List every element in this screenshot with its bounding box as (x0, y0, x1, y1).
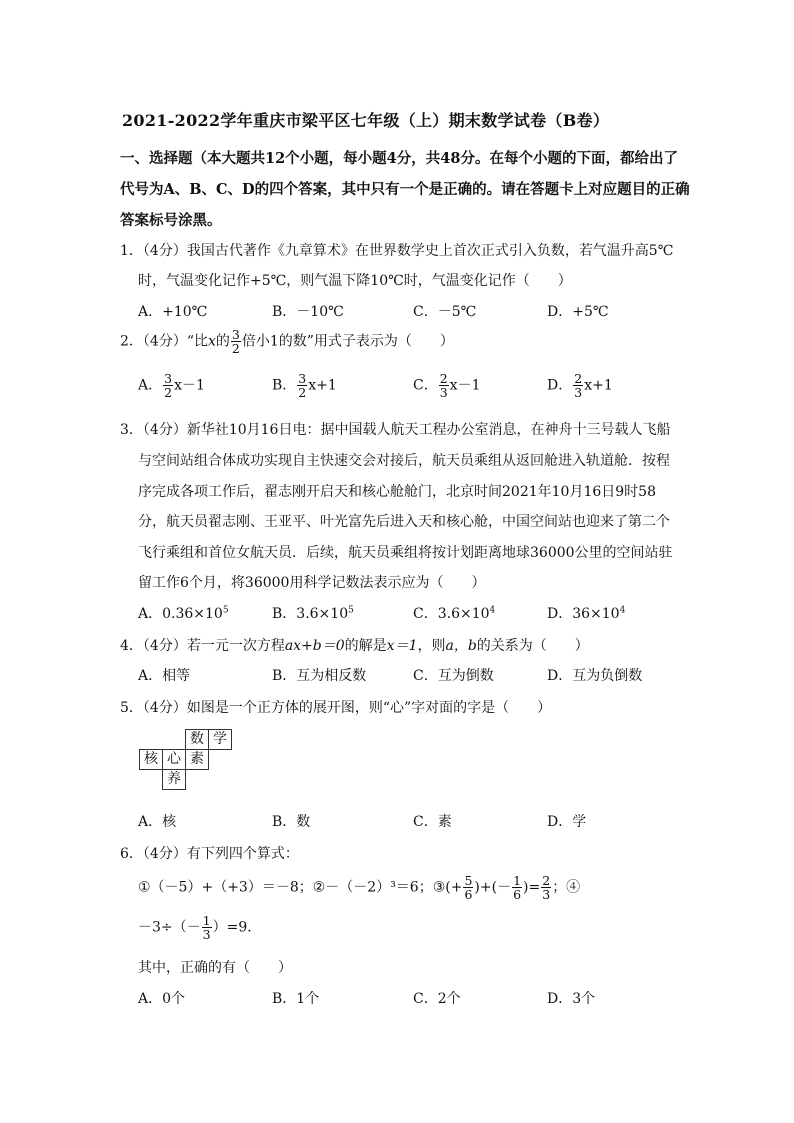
q6-option-b: B．1个 (272, 991, 320, 1007)
net-cell: 素 (185, 749, 209, 770)
q5-option-a: A．核 (138, 814, 177, 830)
q4-option-c: C．互为倒数 (413, 668, 494, 684)
question-2: 2．（4分）“比x的 $\frac{3}{2}$ 倍小1的数”用式子表示为（ ） (120, 327, 454, 357)
net-cell: 养 (162, 769, 186, 790)
section-instructions-line1: 一、选择题（本大题共12个小题，每小题4分，共48分。在每个小题的下面，都给出了 (120, 150, 678, 167)
q6-option-c: C．2个 (413, 991, 461, 1007)
question-1-line2: 时，气温变化记作+5℃，则气温下降10℃时，气温变化记作（ ） (138, 273, 572, 289)
question-6-expr4: －3÷（－ $\frac{1}{3}$ ）=9． (138, 913, 262, 943)
question-3-line2: 与空间站组合体成功实现自主快速交会对接后，航天员乘组从返回舱进入轨道舱．按程 (138, 453, 670, 469)
question-3-line4: 分，航天员翟志刚、王亚平、叶光富先后进入天和核心舱，中国空间站也迎来了第二个 (138, 514, 670, 530)
q3-option-b: B．$3.6\times 10^5$ (272, 605, 354, 622)
question-5: 5．（4分）如图是一个正方体的展开图，则“心”字对面的字是（ ） (120, 700, 552, 716)
q6-option-d: D．3个 (547, 991, 596, 1007)
net-cell: 数 (185, 729, 209, 750)
question-6-expressions: ①（－5）+（+3）＝－8；②－（－2）³＝6；③(+ $\frac{5}{6}$ )+(－ $\frac{1}{6}$ )= $\frac{2}{3}$ ；④ (138, 873, 581, 903)
q5-option-b: B．数 (272, 814, 311, 830)
q3-option-d: D．$36\times 10^4$ (547, 605, 626, 622)
question-3-line5: 飞行乘组和首位女航天员．后续，航天员乘组将按计划距离地球36000公里的空间站驻 (138, 545, 673, 561)
q1-option-b: B．－10℃ (272, 304, 344, 320)
q2-option-a: A． $\frac{3}{2}$ x－1 (138, 371, 205, 401)
q1-option-a: A．+10℃ (138, 304, 208, 320)
question-4: 4．（4分）若一元一次方程ax+b＝0的解是x＝1，则a，b的关系为（ ） (120, 638, 589, 654)
question-6-line1: 6．（4分）有下列四个算式： (120, 846, 299, 862)
cube-net-figure (139, 729, 239, 795)
q4-option-b: B．互为相反数 (272, 668, 367, 684)
q4-option-d: D．互为负倒数 (547, 668, 643, 684)
q2-option-b: B． $\frac{3}{2}$ x+1 (272, 371, 337, 401)
q1-option-d: D．+5℃ (547, 304, 609, 320)
net-cell: 学 (208, 729, 232, 750)
q3-option-c: C．$3.6\times 10^4$ (413, 605, 496, 622)
question-3-line6: 留工作6个月，将36000用科学记数法表示应为（ ） (138, 575, 486, 591)
net-cell: 核 (139, 749, 163, 770)
q1-option-c: C．－5℃ (413, 304, 477, 320)
question-3-line3: 序完成各项工作后，翟志刚开启天和核心舱舱门，北京时间2021年10月16日9时58 (138, 484, 656, 500)
q6-option-a: A．0个 (138, 991, 186, 1007)
page-title: 2021-2022学年重庆市梁平区七年级（上）期末数学试卷（B卷） (122, 111, 610, 130)
q2-option-d: D． $\frac{2}{3}$ x+1 (547, 371, 613, 401)
q4-option-a: A．相等 (138, 668, 191, 684)
fraction: $\frac{3}{2}$ (231, 327, 240, 357)
section-instructions-line3: 答案标号涂黑。 (120, 212, 222, 229)
q5-option-d: D．学 (547, 814, 587, 830)
q5-option-c: C．素 (413, 814, 452, 830)
question-6-prompt: 其中，正确的有（ ） (138, 960, 292, 976)
q3-option-a: A．$0.36\times 10^5$ (138, 605, 229, 622)
question-1-line1: 1．（4分）我国古代著作《九章算术》在世界数学史上首次正式引入负数，若气温升高5℃ (120, 243, 674, 259)
question-3-line1: 3．（4分）新华社10月16日电：据中国载人航天工程办公室消息，在神舟十三号载人飞船 (120, 422, 671, 438)
section-instructions-line2: 代号为A、B、C、D的四个答案，其中只有一个是正确的。请在答题卡上对应题目的正确 (120, 181, 690, 198)
net-cell: 心 (162, 749, 186, 770)
q2-option-c: C． $\frac{2}{3}$ x－1 (413, 371, 481, 401)
